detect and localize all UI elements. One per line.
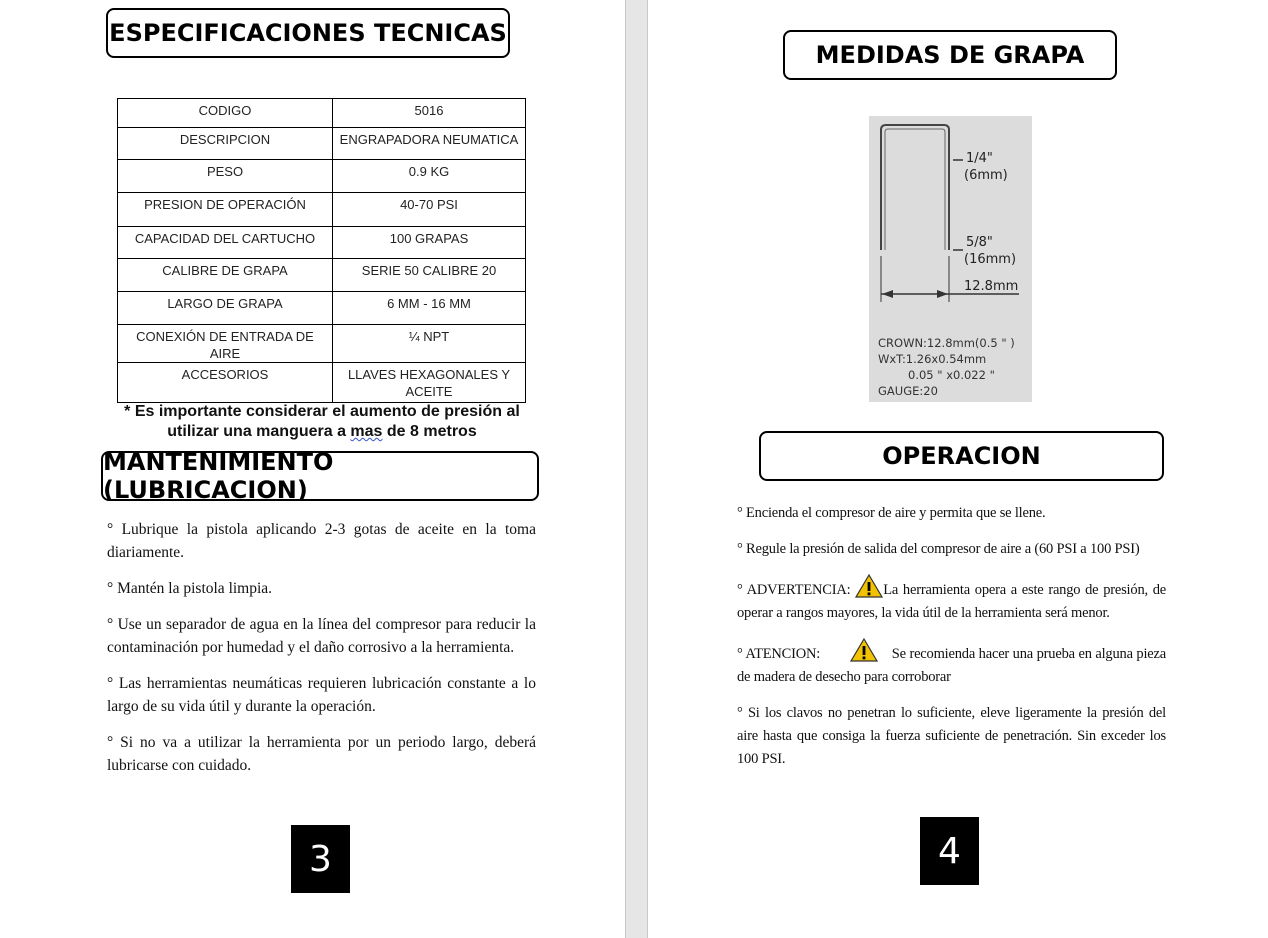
page-number: 3 (291, 825, 350, 893)
page-4 (647, 0, 1268, 938)
table-row (118, 128, 526, 160)
table-row (118, 99, 526, 128)
spec-value: SERIE 50 CALIBRE 20 (333, 259, 526, 292)
label-quarter-inch: 1/4" (966, 151, 993, 166)
warning-icon (850, 638, 878, 662)
page-number: 4 (920, 817, 979, 885)
spec-value: 0.9 KG (333, 160, 526, 193)
label-five-eighths: 5/8" (966, 235, 993, 250)
table-row (118, 227, 526, 259)
attention-label: ° ATENCION: (737, 646, 824, 662)
page-3 (0, 0, 625, 938)
spec-value: 40-70 PSI (333, 193, 526, 227)
spec-value: LLAVES HEXAGONALES Y ACEITE (333, 363, 526, 403)
list-item: ° Encienda el compresor de aire y permita que se llene. (737, 505, 1046, 521)
list-item: ° Lubrique la pistola aplicando 2-3 gotas de aceite en la toma diariamente. (107, 521, 536, 561)
staple-drawing (869, 116, 1032, 402)
list-item: ° Si los clavos no penetran lo suficiente, eleve ligeramente la presión del aire hasta que consiga la fuerza suficiente de penetración. Sin exceder los 100 PSI. (737, 705, 1166, 767)
table-row (118, 160, 526, 193)
pressure-note (108, 402, 536, 442)
note-text-end: de 8 metros (382, 423, 477, 440)
list-item: ° Use un separador de agua en la línea del compresor para reducir la contaminación por humedad y el daño corrosivo a la herramienta. (107, 616, 536, 656)
spec-value: 5016 (333, 99, 526, 128)
spec-value: ENGRAPADORA NEUMATICA (333, 128, 526, 160)
list-item-attention (737, 638, 1166, 689)
table-row (118, 259, 526, 292)
spec-label: CODIGO (118, 99, 333, 128)
spec-label: LARGO DE GRAPA (118, 292, 333, 325)
list-item: ° Mantén la pistola limpia. (107, 580, 273, 597)
table-row (118, 325, 526, 363)
spec-label: CONEXIÓN DE ENTRADA DE AIRE (118, 325, 333, 363)
spec-title: ESPECIFICACIONES TECNICAS (106, 8, 510, 58)
label-16mm: (16mm) (964, 252, 1017, 267)
table-row (118, 193, 526, 227)
operation-list (737, 502, 1166, 784)
spec-table (117, 98, 526, 403)
page-gutter (625, 0, 648, 938)
table-row (118, 363, 526, 403)
label-crown: CROWN:12.8mm(0.5 " ) (878, 336, 1015, 350)
spec-label: CAPACIDAD DEL CARTUCHO (118, 227, 333, 259)
spec-label: ACCESORIOS (118, 363, 333, 403)
label-gauge: GAUGE:20 (878, 384, 938, 398)
list-item: ° Las herramientas neumáticas requieren lubricación constante a lo largo de su vida útil y durante la operación. (107, 675, 536, 715)
list-item: ° Si no va a utilizar la herramienta por un periodo largo, deberá lubricarse con cuidado. (107, 734, 536, 774)
spec-label: DESCRIPCION (118, 128, 333, 160)
staple-diagram (869, 116, 1032, 402)
spellcheck-word: mas (350, 423, 383, 440)
spec-value: 100 GRAPAS (333, 227, 526, 259)
spec-label: PESO (118, 160, 333, 193)
attention-text: Se recomienda hacer una prueba en alguna pieza de madera de desecho para corroborar (737, 646, 1166, 685)
warning-text: La herramienta opera a este rango de presión, de operar a rangos mayores, la vida útil de la herramienta será menor. (737, 582, 1166, 621)
label-6mm: (6mm) (964, 168, 1008, 183)
spec-value: ¼ NPT (333, 325, 526, 363)
maintenance-title: MANTENIMIENTO (LUBRICACION) (101, 451, 539, 501)
maintenance-list (107, 518, 536, 790)
list-item-warning (737, 574, 1166, 625)
spec-label: PRESION DE OPERACIÓN (118, 193, 333, 227)
table-row (118, 292, 526, 325)
label-wxt: WxT:1.26x0.54mm (878, 352, 987, 366)
note-text: * Es importante considerar el aumento de presión al utilizar una manguera a (124, 403, 520, 440)
operation-title: OPERACION (759, 431, 1164, 481)
spec-label: CALIBRE DE GRAPA (118, 259, 333, 292)
label-width: 12.8mm (964, 279, 1019, 294)
label-wxt-inches: 0.05 " x0.022 " (908, 368, 995, 382)
warning-label: ° ADVERTENCIA: (737, 582, 856, 598)
warning-icon (855, 574, 883, 598)
staple-title: MEDIDAS DE GRAPA (783, 30, 1117, 80)
list-item: ° Regule la presión de salida del compresor de aire a (60 PSI a 100 PSI) (737, 541, 1140, 557)
spec-value: 6 MM - 16 MM (333, 292, 526, 325)
